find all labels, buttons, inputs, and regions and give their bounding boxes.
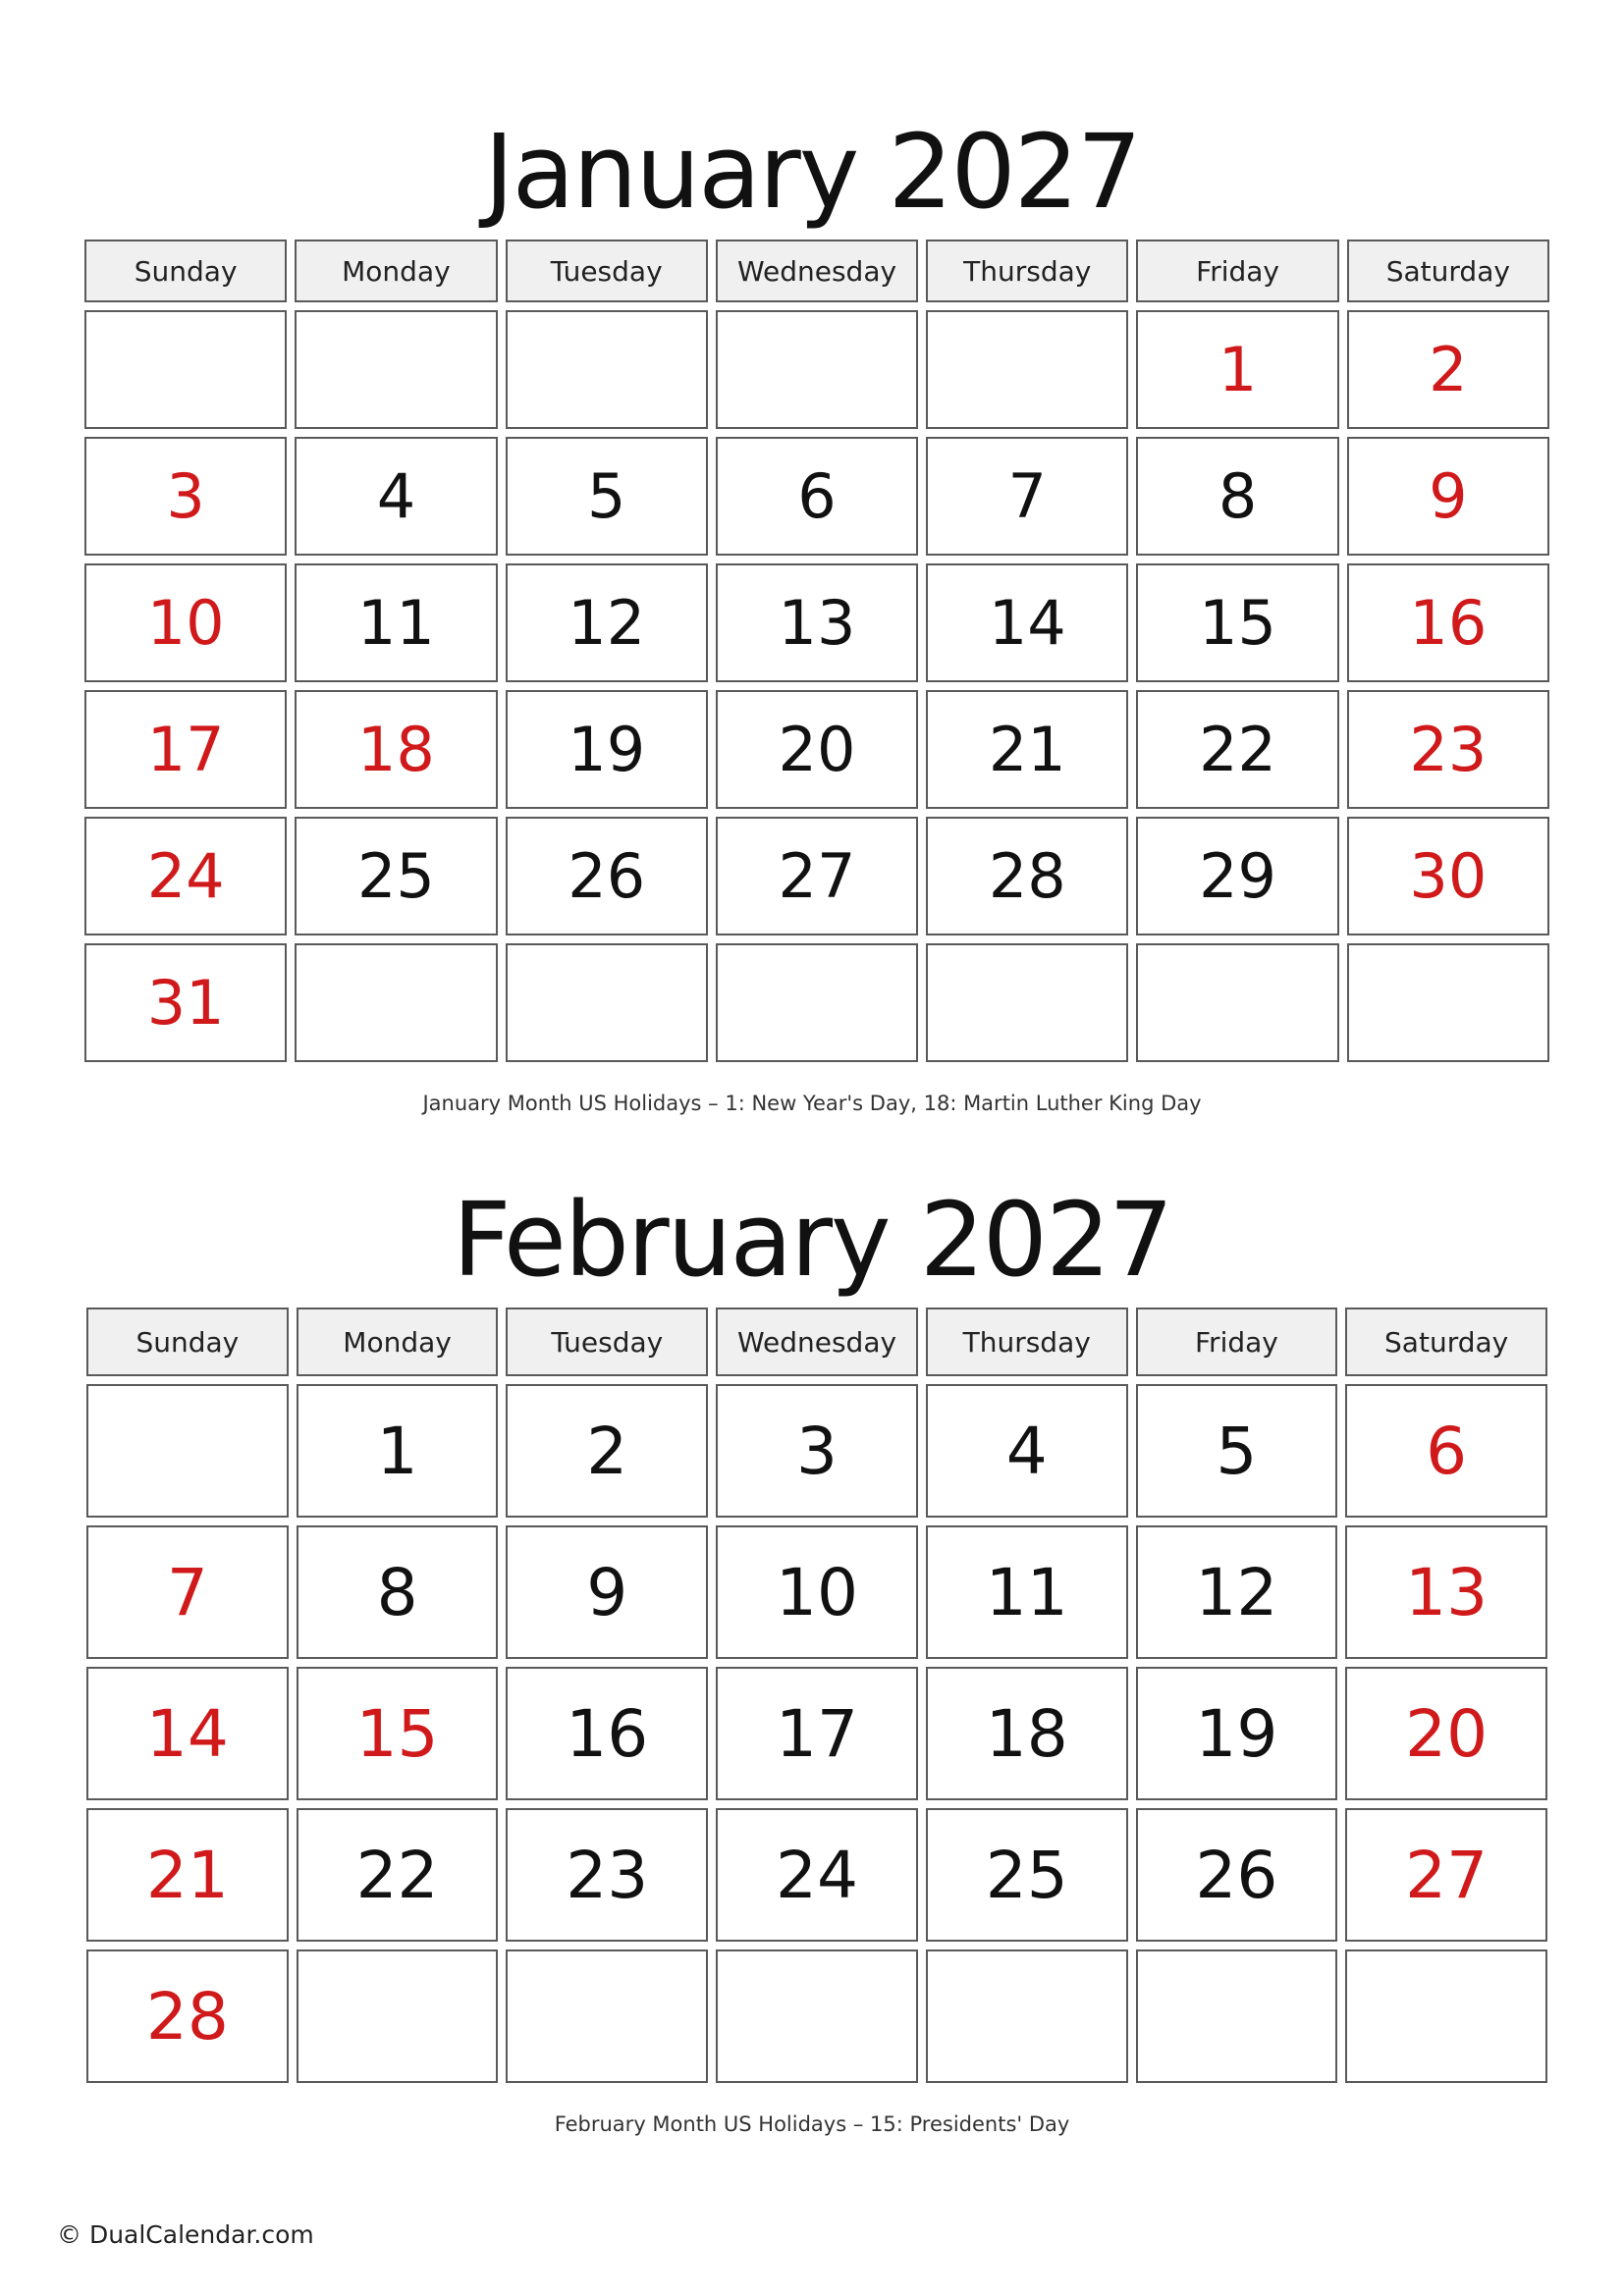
day-cell: 25	[295, 817, 497, 935]
weekday-header-thursday: Thursday	[926, 240, 1128, 302]
weekday-header-sunday: Sunday	[86, 1308, 289, 1376]
day-cell: 18	[926, 1667, 1128, 1800]
day-cell: 20	[716, 690, 918, 809]
weekday-header-wednesday: Wednesday	[716, 1308, 918, 1376]
day-cell: 15	[297, 1667, 499, 1800]
calendar-grid	[84, 240, 1549, 1062]
day-cell: 9	[506, 1525, 708, 1659]
calendar-grid	[86, 1308, 1547, 2083]
holiday-note: January Month US Holidays – 1: New Year's Day, 18: Martin Luther King Day	[422, 1092, 1202, 1115]
empty-day-cell	[926, 1949, 1128, 2083]
empty-day-cell	[926, 943, 1128, 1062]
weekday-header-monday: Monday	[295, 240, 497, 302]
day-cell: 29	[1136, 817, 1338, 935]
day-cell: 13	[1345, 1525, 1547, 1659]
day-cell: 1	[1136, 310, 1338, 429]
weekday-header-thursday: Thursday	[926, 1308, 1128, 1376]
empty-day-cell	[506, 943, 708, 1062]
day-cell: 28	[926, 817, 1128, 935]
day-cell: 4	[295, 437, 497, 556]
day-cell: 8	[297, 1525, 499, 1659]
day-cell: 17	[716, 1667, 918, 1800]
day-cell: 11	[295, 563, 497, 682]
empty-day-cell	[506, 1949, 708, 2083]
day-cell: 25	[926, 1808, 1128, 1942]
empty-day-cell	[86, 1384, 289, 1518]
weekday-header-saturday: Saturday	[1347, 240, 1549, 302]
day-cell: 15	[1136, 563, 1338, 682]
day-cell: 19	[1136, 1667, 1338, 1800]
day-cell: 24	[84, 817, 287, 935]
empty-day-cell	[295, 943, 497, 1062]
empty-day-cell	[716, 943, 918, 1062]
weekday-header-tuesday: Tuesday	[506, 240, 708, 302]
day-cell: 5	[506, 437, 708, 556]
empty-day-cell	[295, 310, 497, 429]
day-cell: 27	[1345, 1808, 1547, 1942]
day-cell: 28	[86, 1949, 289, 2083]
day-cell: 27	[716, 817, 918, 935]
day-cell: 11	[926, 1525, 1128, 1659]
holiday-note: February Month US Holidays – 15: Presidents' Day	[554, 2112, 1070, 2136]
day-cell: 2	[506, 1384, 708, 1518]
day-cell: 19	[506, 690, 708, 809]
empty-day-cell	[506, 310, 708, 429]
day-cell: 23	[1347, 690, 1549, 809]
day-cell: 7	[86, 1525, 289, 1659]
day-cell: 10	[716, 1525, 918, 1659]
weekday-header-tuesday: Tuesday	[506, 1308, 708, 1376]
day-cell: 20	[1345, 1667, 1547, 1800]
day-cell: 6	[716, 437, 918, 556]
day-cell: 16	[506, 1667, 708, 1800]
month-title: January 2027	[484, 112, 1140, 232]
empty-day-cell	[926, 310, 1128, 429]
day-cell: 30	[1347, 817, 1549, 935]
day-cell: 31	[84, 943, 287, 1062]
day-cell: 12	[1136, 1525, 1338, 1659]
day-cell: 9	[1347, 437, 1549, 556]
weekday-header-saturday: Saturday	[1345, 1308, 1547, 1376]
day-cell: 1	[297, 1384, 499, 1518]
month-title: February 2027	[452, 1180, 1172, 1300]
day-cell: 16	[1347, 563, 1549, 682]
day-cell: 10	[84, 563, 287, 682]
day-cell: 5	[1136, 1384, 1338, 1518]
empty-day-cell	[1136, 943, 1338, 1062]
day-cell: 7	[926, 437, 1128, 556]
day-cell: 26	[1136, 1808, 1338, 1942]
day-cell: 22	[1136, 690, 1338, 809]
day-cell: 14	[926, 563, 1128, 682]
weekday-header-friday: Friday	[1136, 240, 1338, 302]
weekday-header-monday: Monday	[297, 1308, 499, 1376]
weekday-header-wednesday: Wednesday	[716, 240, 918, 302]
empty-day-cell	[84, 310, 287, 429]
empty-day-cell	[297, 1949, 499, 2083]
day-cell: 23	[506, 1808, 708, 1942]
day-cell: 26	[506, 817, 708, 935]
day-cell: 22	[297, 1808, 499, 1942]
day-cell: 17	[84, 690, 287, 809]
day-cell: 4	[926, 1384, 1128, 1518]
day-cell: 6	[1345, 1384, 1547, 1518]
day-cell: 24	[716, 1808, 918, 1942]
day-cell: 8	[1136, 437, 1338, 556]
weekday-header-friday: Friday	[1136, 1308, 1338, 1376]
day-cell: 18	[295, 690, 497, 809]
day-cell: 14	[86, 1667, 289, 1800]
day-cell: 13	[716, 563, 918, 682]
copyright-footer: © DualCalendar.com	[57, 2220, 314, 2249]
day-cell: 21	[86, 1808, 289, 1942]
day-cell: 3	[84, 437, 287, 556]
empty-day-cell	[716, 310, 918, 429]
weekday-header-sunday: Sunday	[84, 240, 287, 302]
day-cell: 2	[1347, 310, 1549, 429]
day-cell: 3	[716, 1384, 918, 1518]
empty-day-cell	[1347, 943, 1549, 1062]
empty-day-cell	[1136, 1949, 1338, 2083]
day-cell: 12	[506, 563, 708, 682]
empty-day-cell	[716, 1949, 918, 2083]
day-cell: 21	[926, 690, 1128, 809]
empty-day-cell	[1345, 1949, 1547, 2083]
